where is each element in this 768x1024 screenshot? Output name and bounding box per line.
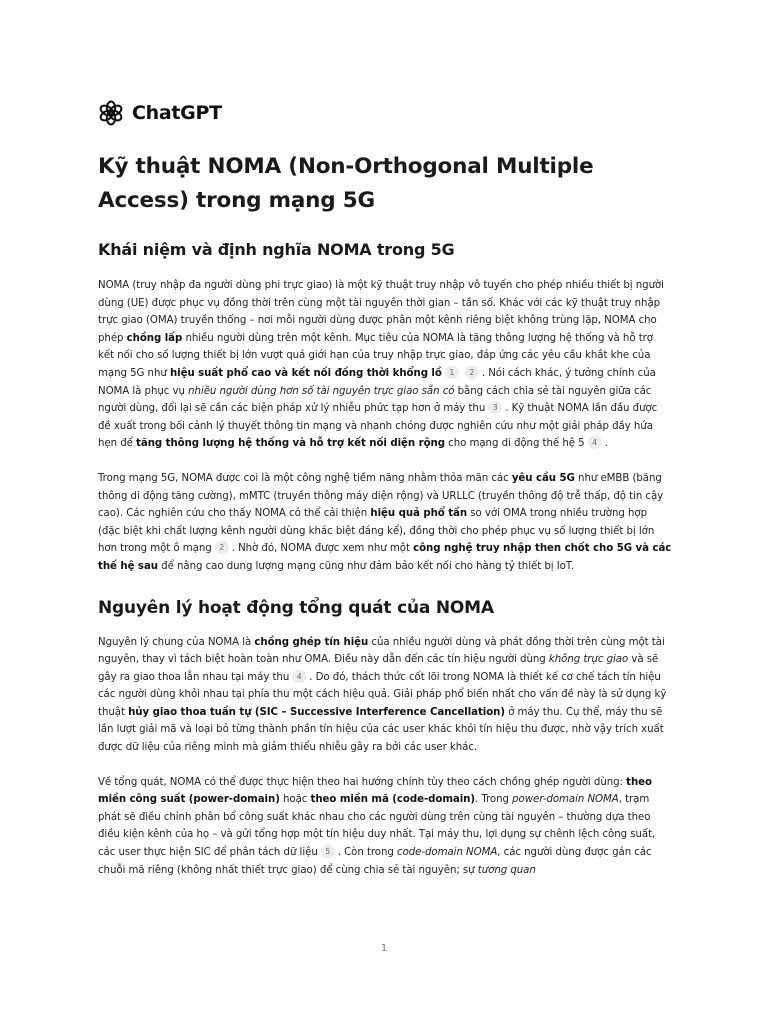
brand-header bbox=[98, 98, 672, 128]
document-title: Kỹ thuật NOMA (Non-Orthogonal Multiple Access) trong mạng 5G bbox=[98, 154, 594, 213]
paragraph-principle: Nguyên lý chung của NOMA là chồng ghép tín hiệu của nhiều người dùng và phát đồng thời trên cùng một tài nguyên, thay vì tách biệt hoàn toàn như OMA. Điều này dẫn đến các tín hiệu người dùng không trực giao và sẽ gây ra giao thoa lẫn nhau tại máy thu 4 . Do đó, thách thức cốt lõi trong NOMA là thiết kế cơ chế tách tín hiệu các người dùng khỏi nhau tại phía thu một cách hiệu quả. Giải pháp phổ biến nhất cho vấn đề này là sử dụng kỹ thuật hủy giao thoa tuần tự (SIC – Successive Interference Cancellation) ở máy thu. Cụ thể, máy thu sẽ lần lượt giải mã và loại bỏ từng thành phần tín hiệu của các user khác khỏi tín hiệu thu được, nhờ vậy trích xuất được dữ liệu của riêng mình mà giảm thiểu nhiễu gây ra bởi các user khác. bbox=[98, 636, 667, 754]
citation-badge[interactable]: 4 bbox=[292, 670, 306, 683]
citation-badge[interactable]: 2 bbox=[465, 366, 479, 379]
paragraph-concept: NOMA (truy nhập đa người dùng phi trực giao) là một kỹ thuật truy nhập vô tuyến cho phép nhiều thiết bị người dùng (UE) được phục vụ đồng thời trên cùng một tài nguyên thời gian – tần số. Khác với các kỹ thuật truy nhập trực giao (OMA) truyền thống – nơi mỗi người dùng được phân một kênh riêng biệt không trùng lặp, NOMA cho phép chồng lấp nhiều người dùng trên một kênh. Mục tiêu của NOMA là tăng thông lượng hệ thống và hỗ trợ kết nối cho số lượng thiết bị lớn vượt quá giới hạn của truy nhập trực giao, đáp ứng các yêu cầu khắt khe của mạng 5G như hiệu suất phổ cao và kết nối đồng thời khổng lồ 1 2 . Nói cách khác, ý tưởng chính của NOMA là phục vụ nhiều người dùng hơn số tài nguyên trực giao sẵn có bằng cách chia sẻ tài nguyên giữa các người dùng, đổi lại sẽ cần các biện pháp xử lý nhiễu phức tạp hơn ở máy thu 3 . Kỹ thuật NOMA lần đầu được đề xuất trong bối cảnh lý thuyết thông tin mạng và nhanh chóng được nghiên cứu như một giải pháp đầy hứa hẹn để tăng thông lượng hệ thống và hỗ trợ kết nối diện rộng cho mạng di động thế hệ 5 4 . bbox=[98, 280, 664, 450]
section-heading-principle: Nguyên lý hoạt động tổng quát của NOMA bbox=[98, 597, 494, 618]
openai-logo-icon bbox=[98, 100, 124, 126]
brand-name: ChatGPT bbox=[132, 102, 222, 124]
section-heading-concept: Khái niệm và định nghĩa NOMA trong 5G bbox=[98, 240, 455, 259]
page-number: 1 bbox=[380, 943, 388, 954]
document-page bbox=[98, 98, 672, 879]
citation-badge[interactable]: 1 bbox=[445, 366, 459, 379]
citation-badge[interactable]: 3 bbox=[488, 401, 502, 414]
citation-badge[interactable]: 5 bbox=[321, 845, 335, 858]
citation-badge[interactable]: 2 bbox=[215, 541, 229, 554]
citation-badge[interactable]: 4 bbox=[588, 436, 602, 449]
paragraph-domains: Về tổng quát, NOMA có thể được thực hiện theo hai hướng chính tùy theo cách chồng ghép người dùng: theo miền công suất (power-domain) hoặc theo miền mã (code-domain). Trong power-domain NOMA, trạm phát sẽ điều chỉnh phân bổ công suất khác nhau cho các người dùng trên cùng tài nguyên – thường dựa theo điều kiện kênh của họ – và gửi tổng hợp một tín hiệu duy nhất. Tại máy thu, lợi dụng sự chênh lệch công suất, các user thực hiện SIC để phân tách dữ liệu 5 . Còn trong code-domain NOMA, các người dùng được gán các chuỗi mã riêng (không nhất thiết trực giao) để cùng chia sẻ tài nguyên; sự tương quan bbox=[98, 776, 656, 876]
paragraph-5g-role: Trong mạng 5G, NOMA được coi là một công nghệ tiềm năng nhằm thỏa mãn các yêu cầu 5G như eMBB (băng thông di động tăng cường), mMTC (truyền thông máy diện rộng) và URLLC (truyền thông độ trễ thấp, độ tin cậy cao). Các nghiên cứu cho thấy NOMA có thể cải thiện hiệu quả phổ tần so với OMA trong nhiều trường hợp (đặc biệt khi chất lượng kênh người dùng khác biệt đáng kể), đồng thời cho phép phục vụ số lượng thiết bị lớn hơn trong một ô mạng 2 . Nhờ đó, NOMA được xem như một công nghệ truy nhập then chốt cho 5G và các thế hệ sau để nâng cao dung lượng mạng cũng như đảm bảo kết nối cho hàng tỷ thiết bị IoT. bbox=[98, 472, 672, 572]
